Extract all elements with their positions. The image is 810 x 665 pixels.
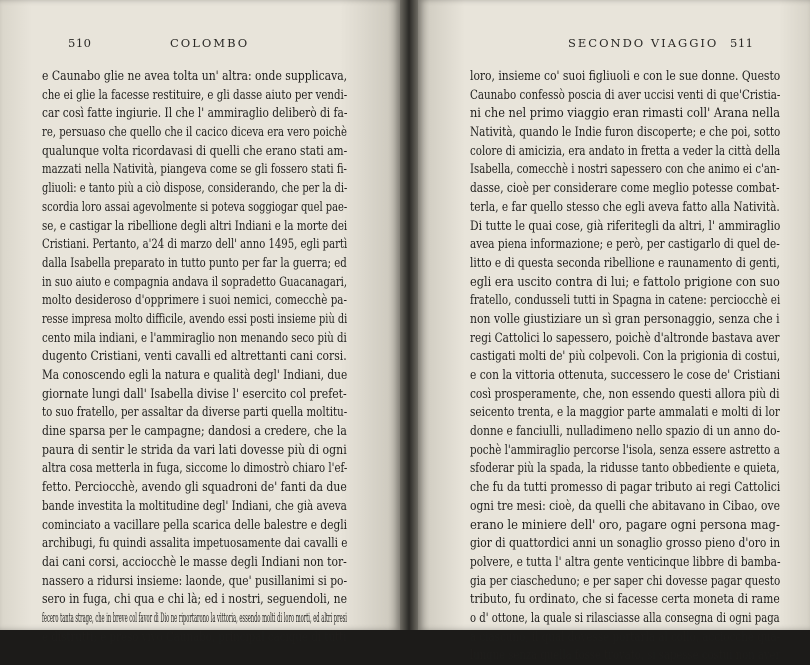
text-line: sfoderar più la spada, la ridusse tanto obbediente e quieta,: [470, 460, 780, 476]
text-line: seicento trenta, e la maggior parte ammalati e molti di lor: [470, 404, 780, 420]
right-running-title: SECONDO VIAGGIO: [568, 36, 719, 50]
text-line: tributo, fu ordinato, che si facesse certa moneta di rame: [470, 591, 780, 607]
right-page-text: [470, 67, 780, 665]
text-line: castigati molti de' più colpevoli. Con la prigionia di costui,: [470, 348, 781, 364]
text-line: e distrutti; e preso vivo Caunabo, principal cacique di tutti: [42, 628, 347, 644]
text-line: gior di quattordici anni un sonaglio grosso pieno d'oro in: [470, 535, 781, 551]
text-line: e Caunabo glie ne avea tolta un' altra: onde supplicava,: [42, 68, 348, 83]
text-line: fetto. Perciocchè, avendo gli squadroni de' fanti da due: [42, 479, 347, 495]
text-line: dalla Isabella preparato in tutto punto per far la guerra; ed: [42, 254, 347, 270]
right-page: [418, 0, 810, 663]
text-line: Isabella, comecchè i nostri sapessero con che animo ei c'an-: [470, 161, 780, 177]
text-line: litto e di questa seconda ribellione e raunamento di genti,: [470, 254, 780, 270]
text-line: in suo aiuto e compagnia andava il sopradetto Guacanagari,: [42, 273, 347, 289]
text-line: se, e castigar la ribellione degli altri Indiani e la morte dei: [42, 217, 348, 233]
left-page-text: [42, 67, 347, 646]
text-line: a ciascuno, il qual dovesse portarla al collo, acciocchè qua-: [470, 628, 781, 644]
text-line: Ma conoscendo egli la natura e qualità degl' Indiani, due: [42, 367, 348, 382]
text-line: così prosperamente, che, non essendo questi allora più di: [470, 385, 780, 401]
text-line: Cristiani. Pertanto, a'24 di marzo dell' anno 1495, egli partì: [42, 236, 348, 252]
text-line: che fu da tutti promesso di pagar tributo ai regi Cattolici: [470, 479, 781, 495]
text-line: dine sparsa per le campagne; dandosi a credere, che la: [42, 423, 347, 439]
text-line: lunque senza quella fosse trovato, si sapesse costui non aver: [470, 647, 781, 663]
right-page-number: 511: [730, 36, 754, 50]
text-line: e con la vittoria ottenuta, successero le cose de' Cristiani: [470, 367, 781, 382]
text-line: car così fatte ingiurie. Il che l' ammiraglio deliberò di fa-: [42, 105, 348, 121]
text-line: gliuoli: e tanto più a ciò dispose, considerando, che per la di-: [42, 180, 348, 196]
text-line: gia per ciascheduno; e per saper chi dovesse pagar questo: [470, 572, 781, 588]
text-line: nassero a ridursi insieme: laonde, que' pusillanimi si po-: [42, 572, 348, 588]
text-line: altra cosa metterla in fuga, siccome lo dimostrò chiaro l'ef-: [42, 460, 348, 476]
text-line: re, persuaso che quello che il cacico diceva era vero poichè: [42, 124, 347, 140]
text-line: erano le miniere dell' oro, pagare ogni persona mag-: [470, 516, 780, 532]
left-page-number: 510: [68, 36, 92, 50]
text-line: pochè l'ammiraglio percorse l'isola, senza essere astretto a: [470, 441, 780, 457]
text-line: avea piena informazione; e però, per castigarlo di quel de-: [470, 236, 780, 252]
text-line: polvere, e tutta l' altra gente venticinque libbre di bamba-: [470, 553, 781, 569]
text-line: resse impresa molto difficile, avendo essi posti insieme più di: [42, 310, 348, 326]
text-line: non volle giustiziare un sì gran personaggio, senza che i: [470, 310, 780, 326]
text-line: fecero tanta strage, che in breve col favor di Dio ne riportarono la vittoria, essendo molti di loro morti, ed altri presi: [42, 609, 347, 625]
text-line: bande investita la moltitudine degl' Indiani, che già aveva: [42, 497, 347, 513]
text-line: scordia loro assai agevolmente si poteva soggiogar quel pae-: [42, 198, 348, 214]
text-line: Natività, quando le Indie furon discoperte; e che poi, sotto: [470, 124, 781, 140]
text-line: dugento Cristiani, venti cavalli ed altrettanti cani corsi.: [42, 348, 347, 364]
text-line: Caunabo confessò poscia di aver uccisi venti di que'Cristia-: [470, 86, 781, 102]
text-line: to suo fratello, per assaltar da diverse parti quella moltitu-: [42, 404, 348, 420]
text-line: archibugi, fu quindi assalita impetuosamente dai cavalli e: [42, 535, 348, 551]
text-line: colore di amicizia, era andato in fretta a veder la città della: [470, 142, 781, 158]
text-line: mazzati nella Natività, piangeva come se gli fossero stati fi-: [42, 161, 347, 177]
text-line: ni che nel primo viaggio eran rimasti coll' Arana nella: [470, 105, 781, 121]
text-line: ogni tre mesi: cioè, da quelli che abitavano in Cibao, ove: [470, 497, 780, 513]
text-line: paura di sentir le strida da vari lati dovesse più di ogni: [42, 441, 347, 457]
text-line: giornate lungi dall' Isabella divise l' esercito col prefet-: [42, 385, 347, 401]
text-line: qualunque volta ricordavasi di quelli che erano stati am-: [42, 142, 348, 158]
text-line: fratello, condusseli tutti in Spagna in catene: perciocchè ei: [470, 292, 781, 308]
text-line: che ei glie la facesse restituire, e gli dasse aiuto per vendi-: [42, 86, 348, 102]
text-line: loro, insieme co' suoi figliuoli e con le sue donne. Questo: [470, 68, 781, 83]
text-line: donne e fanciulli, nulladimeno nello spazio di un anno do-: [470, 423, 781, 439]
text-line: Di tutte le quai cose, già riferitegli da altri, l' ammiraglio: [470, 217, 781, 233]
text-line: egli era uscito contra di lui; e fattolo prigione con suo: [470, 273, 780, 289]
text-line: cento mila indiani, e l'ammiraglio non menando seco più di: [42, 329, 347, 345]
text-line: cominciato a vacillare pella scarica delle balestre e degli: [42, 516, 347, 532]
book-gutter: [400, 0, 418, 630]
text-line: molto desideroso d'opprimere i suoi nemici, comecchè pa-: [42, 292, 347, 308]
text-line: o d' ottone, la quale si rilasciasse alla consegna di ogni paga: [470, 609, 780, 625]
text-line: sero in fuga, chi qua e chi là; ed i nostri, seguendoli, ne: [42, 591, 348, 607]
text-line: dai cani corsi, acciocchè le masse degli Indiani non tor-: [42, 553, 347, 569]
text-line: terla, e far quello stesso che egli aveva fatto alla Natività.: [470, 198, 780, 214]
text-line: regi Cattolici lo sapessero, poichè d'altronde bastava aver: [470, 329, 780, 345]
left-page: [0, 0, 400, 644]
left-running-title: COLOMBO: [170, 36, 250, 50]
text-line: dasse, cioè per considerare come meglio potesse combat-: [470, 180, 780, 196]
